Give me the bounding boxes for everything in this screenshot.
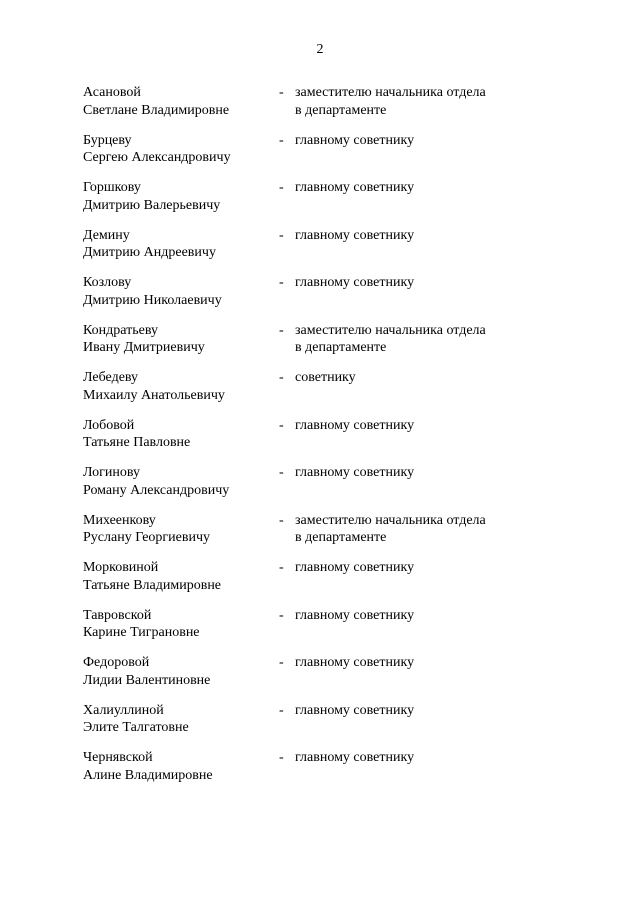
surname: Горшкову xyxy=(83,180,141,195)
position-title xyxy=(295,84,595,119)
position-line-1: главному советнику xyxy=(295,132,415,148)
given-names: Руслану Георгиевичу xyxy=(83,530,211,545)
given-names: Михаилу Анатольевичу xyxy=(83,387,225,403)
position-title xyxy=(295,559,595,577)
position-line-1: главному советнику xyxy=(295,465,415,480)
list-item xyxy=(83,84,603,132)
given-names: Карине Тиграновне xyxy=(83,625,200,640)
page-number: 2 xyxy=(316,42,324,57)
surname: Козлову xyxy=(83,275,132,290)
position-line-1: главному советнику xyxy=(295,750,415,765)
given-names: Дмитрию Андреевичу xyxy=(83,245,216,260)
list-item xyxy=(83,274,603,322)
position-title xyxy=(295,607,595,625)
person-name xyxy=(83,654,273,689)
position-line-1: главному советнику xyxy=(295,275,415,290)
position-line-1: главному советнику xyxy=(295,560,415,575)
dash-separator: - xyxy=(279,750,284,765)
list-item xyxy=(83,559,603,607)
given-names: Татьяне Владимировне xyxy=(83,577,222,593)
position-title xyxy=(295,464,595,482)
person-name xyxy=(83,369,273,404)
dash-separator: - xyxy=(279,702,284,718)
given-names: Дмитрию Валерьевичу xyxy=(83,197,221,213)
position-line-1: главному советнику xyxy=(295,417,415,433)
person-name xyxy=(83,322,273,357)
dash-separator: - xyxy=(279,370,284,385)
person-name xyxy=(83,417,273,452)
position-line-1: главному советнику xyxy=(295,655,415,670)
given-names: Сергею Александровичу xyxy=(83,150,231,165)
position-title xyxy=(295,132,595,150)
surname: Демину xyxy=(83,227,130,243)
person-name xyxy=(83,702,273,737)
dash-separator: - xyxy=(279,465,284,480)
position-line-1: советнику xyxy=(295,370,356,385)
list-item xyxy=(83,227,603,275)
dash-separator: - xyxy=(279,607,284,623)
position-line-1: главному советнику xyxy=(295,180,415,195)
list-item xyxy=(83,179,603,227)
position-line-1: заместителю начальника отдела xyxy=(295,85,486,100)
person-name xyxy=(83,179,273,214)
surname: Лобовой xyxy=(83,417,135,433)
position-title xyxy=(295,749,595,767)
position-line-2: в департаменте xyxy=(295,530,387,545)
dash-separator: - xyxy=(279,417,284,433)
list-item xyxy=(83,132,603,180)
list-item xyxy=(83,417,603,465)
position-title xyxy=(295,417,595,435)
given-names: Татьяне Павловне xyxy=(83,435,191,450)
dash-separator: - xyxy=(279,512,284,528)
position-line-1: заместителю начальника отдела xyxy=(295,512,486,528)
position-title xyxy=(295,227,595,245)
list-item xyxy=(83,607,603,655)
surname: Бурцеву xyxy=(83,132,132,148)
dash-separator: - xyxy=(279,655,284,670)
person-name xyxy=(83,607,273,642)
dash-separator: - xyxy=(279,322,284,338)
person-name xyxy=(83,464,273,499)
dash-separator: - xyxy=(279,85,284,100)
position-title xyxy=(295,322,595,357)
surname: Халиуллиной xyxy=(83,702,164,718)
surname: Логинову xyxy=(83,465,141,480)
given-names: Алине Владимировне xyxy=(83,767,213,783)
dash-separator: - xyxy=(279,227,284,243)
position-title xyxy=(295,179,595,197)
appointment-list xyxy=(83,84,603,797)
given-names: Светлане Владимировне xyxy=(83,102,230,118)
given-names: Лидии Валентиновне xyxy=(83,672,211,688)
position-title xyxy=(295,369,595,387)
position-title xyxy=(295,654,595,672)
person-name xyxy=(83,132,273,167)
person-name xyxy=(83,559,273,594)
person-name xyxy=(83,512,273,547)
given-names: Роману Александровичу xyxy=(83,482,230,498)
person-name xyxy=(83,274,273,309)
surname: Михеенкову xyxy=(83,512,156,528)
position-title xyxy=(295,512,595,547)
dash-separator: - xyxy=(279,132,284,148)
dash-separator: - xyxy=(279,275,284,290)
list-item xyxy=(83,512,603,560)
list-item xyxy=(83,464,603,512)
list-item xyxy=(83,702,603,750)
list-item xyxy=(83,654,603,702)
position-line-1: заместителю начальника отдела xyxy=(295,322,486,338)
position-line-2: в департаменте xyxy=(295,102,387,118)
person-name xyxy=(83,227,273,262)
list-item xyxy=(83,322,603,370)
list-item xyxy=(83,749,603,797)
position-line-1: главному советнику xyxy=(295,227,415,243)
position-line-2: в департаменте xyxy=(295,340,387,355)
surname: Морковиной xyxy=(83,560,159,575)
surname: Кондратьеву xyxy=(83,322,158,338)
person-name xyxy=(83,84,273,119)
dash-separator: - xyxy=(279,180,284,195)
dash-separator: - xyxy=(279,560,284,575)
surname: Лебедеву xyxy=(83,370,139,385)
given-names: Ивану Дмитриевичу xyxy=(83,340,205,355)
given-names: Дмитрию Николаевичу xyxy=(83,292,222,308)
position-line-1: главному советнику xyxy=(295,607,415,623)
position-title xyxy=(295,274,595,292)
surname: Асановой xyxy=(83,85,141,100)
surname: Федоровой xyxy=(83,655,150,670)
list-item xyxy=(83,369,603,417)
person-name xyxy=(83,749,273,784)
position-line-1: главному советнику xyxy=(295,702,415,718)
surname: Чернявской xyxy=(83,750,153,765)
position-title xyxy=(295,702,595,720)
given-names: Элите Талгатовне xyxy=(83,720,189,735)
surname: Тавровской xyxy=(83,607,152,623)
